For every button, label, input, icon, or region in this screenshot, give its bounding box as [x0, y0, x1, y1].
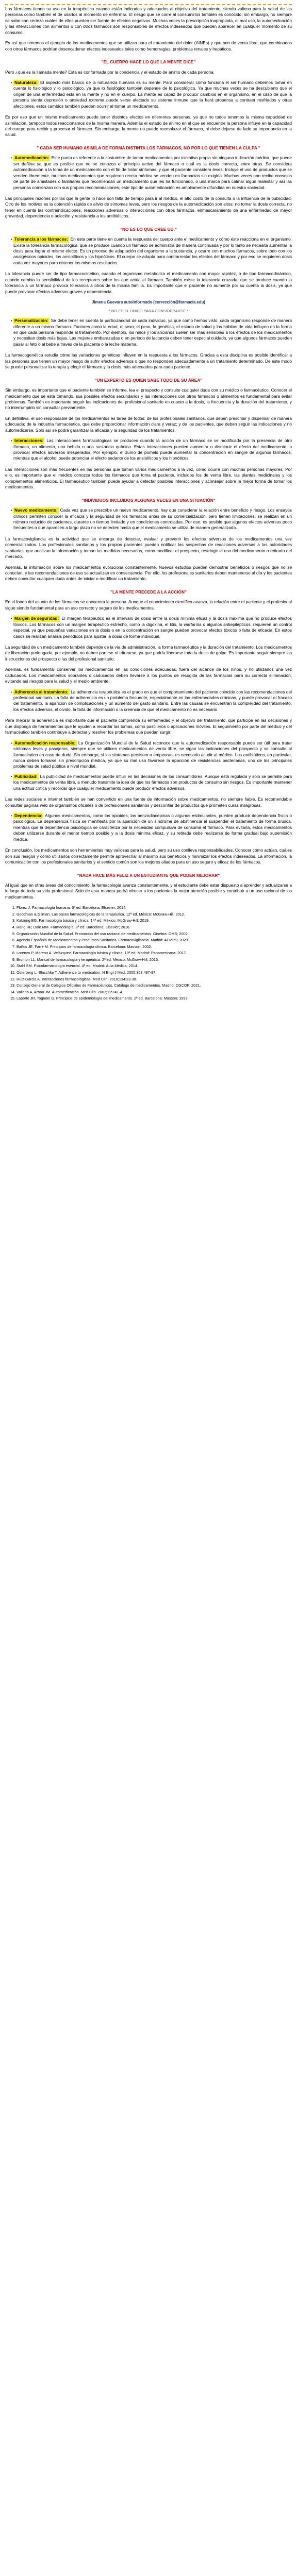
bullet-nuevo-medicamento: • Nuevo medicamento: Cada vez que se prescribe un nuevo medicamento, hay que considerar la relación entre beneficio y riesgo. Los ensayos clínicos permiten conocer la eficacia y la seguridad de los fármacos antes de su comercialización, pero tienen limitaciones: se realizan en un número reducido de pacientes, durante un tiempo limitado y en condiciones controladas. Por eso, es posible que algunos efectos adversos poco frecuentes o que aparecen a largo plazo no se detecten hasta que el medicamento se utiliza de manera generalizada. [13, 507, 292, 531]
quote-7: "NADA HACE MÁS FELIZ A UN ESTUDIANTE QUE PODER MEJORAR" [77, 872, 220, 878]
bullet-automedicacion-responsable: • Automedicación responsable: La Organización Mundial de la Salud reconoce que la automedicación responsable puede ser útil para tratar síntomas leves y pasajeros, siempre que se utilicen medicamentos de venta libre, se sigan las indicaciones del prospecto y se consulte al farmacéutico en caso de duda. Sin embargo, si los síntomas persisten o empeoran, es necesario acudir al médico. Los antibióticos, en particular, nunca deben tomarse sin prescripción médica, ya que su mal uso favorece la aparición de resistencias bacterianas, uno de los principales problemas de salud pública a nivel mundial. [13, 740, 292, 770]
reference-item: 12. Ruiz-Garcia A. Interacciones farmacológicas. Med Clin. 2010;134:23-30. [17, 977, 292, 982]
reference-item: 10. Stahl SM. Psicofarmacología esencial. 4ª ed. Madrid: Aula Médica; 2014. [17, 963, 292, 969]
bullet-dependencia: • Dependencia: Algunos medicamentos, como los opioides, las benzodiacepinas o algunos estimulantes, pueden producir dependencia física o psicológica. La dependencia física se manifiesta por la aparición de un síndrome de abstinencia al suspender el tratamiento de forma brusca, mientras que la dependencia psicológica se caracteriza por la necesidad compulsiva de consumir el fármaco. Para evitarla, estos medicamentos deben utilizarse durante el menor tiempo posible y a la dosis mínima eficaz, y su retirada debe realizarse de forma gradual bajo supervisión médica. [13, 813, 292, 842]
paragraph-11: La farmacovigilancia es la actividad que se encarga de detectar, evaluar y prevenir los efectos adversos de los medicamentos una vez comercializados. Los profesionales sanitarios y los propios pacientes pueden notificar las sospechas de reacciones adversas a las autoridades sanitarias, que analizan la información y toman las medidas necesarias, como modificar el prospecto, restringir el uso del medicamento o retirarlo del mercado. [5, 536, 292, 560]
bullet-list-9 [5, 740, 292, 792]
bullet-adherencia: • Adherencia al tratamiento: La adherencia terapéutica es el grado en que el comportamiento del paciente coincide con las recomendaciones del profesional sanitario. La falta de adherencia es un problema frecuente, especialmente en las enfermedades crónicas, y puede provocar el fracaso del tratamiento, la aparición de complicaciones y un aumento del gasto sanitario. Entre las causas se encuentran la complejidad del tratamiento, los efectos adversos, el olvido, la falta de información o la creencia de que el medicamento no es necesario. [13, 689, 292, 713]
signature-sub: * NO ES EL ÚNICO PARA CONSIDERARSE * [108, 308, 189, 313]
bullet-personalizacion: • Personalización: Se debe tener en cuenta la particularidad de cada individuo, ya que como hemos visto, cada organismo responde de manera diferente a un mismo fármaco. Factores como la edad, el sexo, el peso, la genética, el estado de salud y los hábitos de vida influyen en la forma en que cada persona responde al tratamiento. Por ejemplo, los niños y los ancianos suelen ser más sensibles a los efectos de los medicamentos y necesitan dosis más bajas. Las mujeres embarazadas o en periodo de lactancia deben tener especial cuidado, ya que algunos fármacos pueden pasar al feto o al bebé a través de la placenta o la leche materna. [13, 318, 292, 347]
paragraph-12: Además, la información sobre los medicamentos evoluciona constantemente. Nuevos estudios pueden demostrar beneficios o riesgos que no se conocían, y las recomendaciones de uso se actualizan en consecuencia. Por ello, los profesionales sanitarios deben mantenerse al día y los pacientes deben consultar cualquier duda antes de iniciar o modificar un tratamiento. [5, 564, 292, 582]
signature: Jimena Guevara autoinformado (corrección@farmacia.edu) [92, 300, 205, 305]
bullet-list-6 [5, 507, 292, 531]
bullet-list-8 [5, 689, 292, 713]
bullet-margen-seguridad: • Margen de seguridad: El margen terapéutico es el intervalo de dosis entre la dosis mínima eficaz y la dosis máxima que no produce efectos tóxicos. Los fármacos con un margen terapéutico estrecho, como la digoxina, el litio, la warfarina o algunos antiepilépticos, requieren un control especial, ya que pequeñas variaciones en la dosis o en la concentración en sangre pueden provocar efectos tóxicos o falta de eficacia. En estos casos se realizan análisis periódicos para ajustar la dosis de forma individual. [13, 616, 292, 639]
paragraph-2: Es así que tenemos el ejemplo de los medicamentos que se utilizan para el tratamiento del dolor (AINEs) y que son de venta libre, que combinados con otros fármacos podrían desencadenar efectos indeseados tales como hemorragias, problemas renales y hepáticos. [5, 40, 292, 52]
reference-item: 6. Agencia Española de Medicamentos y Productos Sanitarios. Farmacovigilancia. Madrid: AEMPS; 2020. [17, 938, 292, 943]
bullet-naturaleza: • Naturaleza: El aspecto más básico de la naturaleza humana es su mente. Para considerar cómo funciona el ser humano debemos tomar en cuenta lo fisiológico y lo psicológico, ya que lo fisiológico también depende de lo psicológico. Ya que muchas veces se ha descubierto que el origen de una enfermedad está en la mente y no en el cuerpo. La mente es capaz de producir cambios en el organismo, en el caso de que la persona sienta depresión o ansiedad extrema puede verse afectado su sistema inmune que la hará propensa a contraer resfriados y otras afecciones, estos cambios también pueden ocurrir al tomar un medicamento. [13, 80, 292, 109]
reference-list [5, 905, 292, 1002]
reference-item: 8. Lorenzo P, Moreno A. Velázquez. Farmacología básica y clínica. 19ª ed. Madrid: Panamericana; 2017. [17, 951, 292, 956]
bullet-interacciones: • Interacciones: Las interacciones farmacológicas se producen cuando la acción de un fármaco se ve modificada por la presencia de otro fármaco, un alimento, una bebida o una sustancia química. Estas interacciones pueden aumentar o disminuir el efecto del medicamento, o provocar efectos adversos inesperados. Por ejemplo, el zumo de pomelo puede aumentar la concentración en sangre de algunos fármacos, mientras que el alcohol puede potenciar el efecto sedante de los ansiolíticos y los hipnóticos. [13, 438, 292, 462]
reference-item: 5. Organización Mundial de la Salud. Promoción del uso racional de medicamentos. Ginebra: OMS; 2002. [17, 931, 292, 937]
paragraph-3: Pero ¿qué es la llamada mente? Esta es conformada por la conciencia y el estado de ánimo de cada persona. [5, 69, 215, 75]
paragraph-17: Las redes sociales e internet también se han convertido en una fuente de información sobre medicamentos, no siempre fiable. Es recomendable consultar páginas web de organismos oficiales o de profesionales sanitarios y desconfiar de productos que prometen curas milagrosas. [5, 796, 292, 808]
paragraph-5: Las principales razones por las que la gente lo hace son falta de tiempo para ir al médico, el alto costo de la consulta o la influencia de la publicidad. Otro de los motivos es la obtención rápida de alivio de síntomas leves, pero los riesgos de la automedicación son altos: no tomar la dosis correcta, no tener en cuenta las contraindicaciones, reacciones adversas o interacciones con otros fármacos, enmascaramiento de una enfermedad de mayor gravedad, dependencia o adicción y resistencia a los antibióticos. [5, 195, 292, 219]
paragraph-15: Además, es fundamental conservar los medicamentos en las condiciones adecuadas, fuera del alcance de los niños, y no utilizarlos una vez caducados. Los medicamentos sobrantes o caducados deben llevarse a los puntos de recogida de las farmacias para su correcta eliminación, evitando así riesgos para la salud y el medio ambiente. [5, 667, 292, 684]
reference-item: 7. Baños JE, Farré M. Principios de farmacología clínica. Barcelona: Masson; 2002. [17, 944, 292, 950]
bullet-list-7 [5, 616, 292, 639]
quote-1: "EL CUERPO HACE LO QUE LA MENTE DICE" [101, 59, 196, 65]
reference-item: 13. Consejo General de Colegios Oficiales de Farmacéuticos. Catálogo de medicamentos. Madrid: CGCOF; 2021. [17, 983, 292, 989]
reference-item: 15. Laporte JR, Tognoni G. Principios de epidemiología del medicamento. 2ª ed. Barcelona: Masson; 1993. [17, 996, 292, 1002]
paragraph-19: Al igual que en otras áreas del conocimiento, la farmacología avanza constantemente, y el estudiante debe estar dispuesto a aprender y actualizarse a lo largo de toda su vida profesional. Solo de esta manera podrá ofrecer a los pacientes la mejor atención posible y contribuir a un uso racional de los medicamentos. [5, 882, 292, 900]
reference-item: 1. Flórez J. Farmacología humana. 6ª ed. Barcelona: Elsevier; 2014. [17, 905, 292, 911]
quote-6: "LA MENTE PRECEDE A LA ACCIÓN" [110, 589, 187, 595]
reference-item: 14. Vallano A, Arnau JM. Automedicación. Med Clin. 2007;129:41-4. [17, 990, 292, 995]
paragraph-6: La tolerancia puede ser de tipo farmacocinético, cuando el organismo metaboliza el medicamento con mayor rapidez, o de tipo farmacodinámico, cuando cambia la sensibilidad de los receptores sobre los que actúa el fármaco. También existe la tolerancia cruzada, que se produce cuando la tolerancia a un fármaco provoca tolerancia a otros de la misma familia. Es importante que el paciente no aumente por su cuenta la dosis, ya que puede provocar efectos adversos graves y dependencia. [5, 271, 292, 294]
bullet-list-3 [5, 236, 292, 266]
reference-item: 2. Goodman & Gilman. Las bases farmacológicas de la terapéutica. 12ª ed. México: McGraw-Hill; 2012. [17, 912, 292, 918]
paragraph-13: En el fondo del asunto de los fármacos se encuentra la persona. Aunque el conocimiento científico avanza, la relación entre el paciente y el profesional sigue siendo fundamental para un uso correcto y seguro de los medicamentos. [5, 599, 292, 611]
paragraph-8: Sin embargo, es importante que el paciente también se informe, lea el prospecto y consulte cualquier duda con su médico o farmacéutico. Conocer el medicamento que se está tomando, sus posibles efectos secundarios y las interacciones con otros fármacos o alimentos es fundamental para evitar problemas. También es importante seguir las indicaciones del profesional sanitario en cuanto a la dosis, la frecuencia y la duración del tratamiento, y no interrumpirlo sin consultar previamente. [5, 387, 292, 411]
bullet-list-4 [5, 318, 292, 347]
bullet-publicidad: • Publicidad: La publicidad de medicamentos puede influir en las decisiones de los consumidores. Aunque está regulada y solo se permite para los medicamentos de venta libre, a menudo transmite la idea de que los fármacos son productos de consumo sin riesgos. Es importante mantener una actitud crítica y recordar que cualquier medicamento puede producir efectos adversos. [13, 774, 292, 791]
quote-3: "NO ES LO QUE CREE UD." [120, 226, 177, 232]
bullet-list-1 [5, 80, 292, 109]
quote-4: "UN EXPERTO ES QUIEN SABE TODO DE SU ÁREA" [94, 377, 203, 383]
paragraph-7: La farmacogenética estudia cómo las variaciones genéticas influyen en la respuesta a los fármacos. Gracias a esta disciplina es posible identificar a las personas que tienen un mayor riesgo de sufrir efectos adversos o que no responden adecuadamente a un tratamiento determinado. De este modo se puede personalizar la terapia y elegir el fármaco y la dosis más adecuados para cada paciente. [5, 352, 292, 370]
paragraph-9: En definitiva, el uso responsable de los medicamentos es tarea de todos: de los profesionales sanitarios, que deben prescribir y dispensar de manera adecuada; de la industria farmacéutica, que debe proporcionar información clara y veraz; y de los pacientes, que deben seguir las indicaciones y no automedicarse. Solo así se podrá garantizar la eficacia y la seguridad de los tratamientos. [5, 415, 292, 433]
bullet-list-5 [5, 438, 292, 462]
reference-item: 9. Brunton LL. Manual de farmacología y terapéutica. 2ª ed. México: McGraw-Hill; 2015. [17, 957, 292, 963]
bullet-automedicacion: • Automedicación: Este punto es referente a la costumbre de tomar medicamentos por iniciativa propia sin ninguna indicación médica, que puede ser dañina ya que es posible que no se conozca el principio activo del fármaco o cuál es la dosis correcta, entre otras. Se considera automedicación a la toma de un medicamento con el fin de tratar síntomas, y que el paciente considera leves. Incluye el uso de productos que se venden libremente, muchos medicamentos que requieren receta médica se venden en farmacias sin exigirla. Muchas veces uno recibe consejos de parte de amistades o familiares que recomiendan un medicamento que les ha funcionado, o una marca para calmar algún malestar y así las personas comienzan con sus propias recomendaciones; este tipo de automedicación es ampliamente difundida en nuestra sociedad. [13, 155, 292, 191]
bullet-list-2 [5, 155, 292, 191]
paragraph-4: Es por eso que un mismo medicamento puede tener distintos efectos en diferentes personas, ya que no todos tenemos la misma capacidad de asimilación, tampoco todos reaccionamos de la misma manera. Además el estado de ánimo en el que se encuentre la persona influye en la capacidad del cuerpo para recibir y procesar el fármaco. Sin embargo, la mente no puede reemplazar el fármaco, ni debe dejarse de lado su importancia en la salud. [5, 114, 292, 138]
bullet-tolerancia: • Tolerancia a los fármacos: En esta parte tiene en cuenta la respuesta del cuerpo ante el medicamento y cómo éste reacciona en el organismo. Existe la tolerancia farmacológica, que se produce cuando un fármaco se administra de manera continuada y por lo tanto se necesita aumentar la dosis para lograr el mismo efecto. Es un proceso de adaptación del organismo a la sustancia, y ocurre con muchos fármacos, sobre todo con los analgésicos opioides, los ansiolíticos y los hipnóticos. El cuerpo se adapta para contrarrestar los efectos del fármaco y por eso se requieren dosis cada vez mayores para obtener los mismos resultados. [13, 236, 292, 266]
reference-item: 4. Rang HP, Dale MM. Farmacología. 8ª ed. Barcelona: Elsevier; 2016. [17, 925, 292, 930]
reference-item: 11. Osterberg L, Blaschke T. Adherence to medication. N Engl J Med. 2005;353:487-97. [17, 970, 292, 976]
paragraph-16: Para mejorar la adherencia es importante que el paciente comprenda su enfermedad y el objetivo del tratamiento, que participe en las decisiones y que disponga de herramientas que le ayuden a recordar las tomas, como pastilleros o aplicaciones móviles. El seguimiento por parte del médico y del farmacéutico también contribuye a detectar y resolver los problemas que puedan surgir. [5, 718, 292, 735]
quote-5: "INDIVIDUOS INCLUIDOS ALGUNAS VECES EN UNA SITUACIÓN" [81, 497, 216, 503]
paragraph-18: En conclusión, los medicamentos son herramientas muy valiosas para la salud, pero su uso conlleva responsabilidades. Conocer cómo actúan, cuáles son sus riesgos y cómo utilizarlos correctamente permite aprovechar al máximo sus beneficios y minimizar los efectos indeseados. La información, la comunicación con los profesionales sanitarios y el sentido común son los mejores aliados para un uso seguro y eficaz de los fármacos. [5, 848, 292, 865]
paragraph-10: Las interacciones son más frecuentes en las personas que toman varios medicamentos a la vez, como ocurre con muchas personas mayores. Por ello, es importante que el médico conozca todos los fármacos que toma el paciente, incluidos los de venta libre, las plantas medicinales y los complementos alimenticios. El farmacéutico también puede ayudar a detectar posibles interacciones y aconsejar sobre la mejor forma de tomar los medicamentos. [5, 466, 292, 490]
paragraph-14: La seguridad de un medicamento también depende de la vía de administración, la forma farmacéutica y la duración del tratamiento. Los medicamentos de liberación prolongada, por ejemplo, no deben partirse ni triturarse, ya que podría liberarse toda la dosis de golpe. Es importante seguir siempre las instrucciones del prospecto o las del profesional sanitario. [5, 644, 292, 662]
quote-2: " CADA SER HUMANO ASIMILA DE FORMA DISTINTA LOS FÁRMACOS, NO POR LO QUE TIENEN LA CULPA " [37, 145, 260, 150]
bullet-list-10 [5, 813, 292, 842]
reference-item: 3. Katzung BG. Farmacología básica y clínica. 14ª ed. México: McGraw-Hill; 2019. [17, 918, 292, 924]
intro-paragraph: Los fármacos tienen su uso en la terapéutica cuando están indicados y adecuados al objetivo del tratamiento, siendo valioso para la salud de las personas como también el de usarlos al momento de enfermar. El riesgo que se corre al consumirlos también es conocido; sin embargo, no siempre se sabe con certeza cuáles de ellos pueden ser fuente de efectos negativos. Muchas veces la prescripción inapropiada, el mal uso, la automedicación y las interacciones con alimentos o con otros fármacos son responsables de efectos indeseados que pueden aparecer en cualquier momento de su consumo. [5, 6, 292, 35]
